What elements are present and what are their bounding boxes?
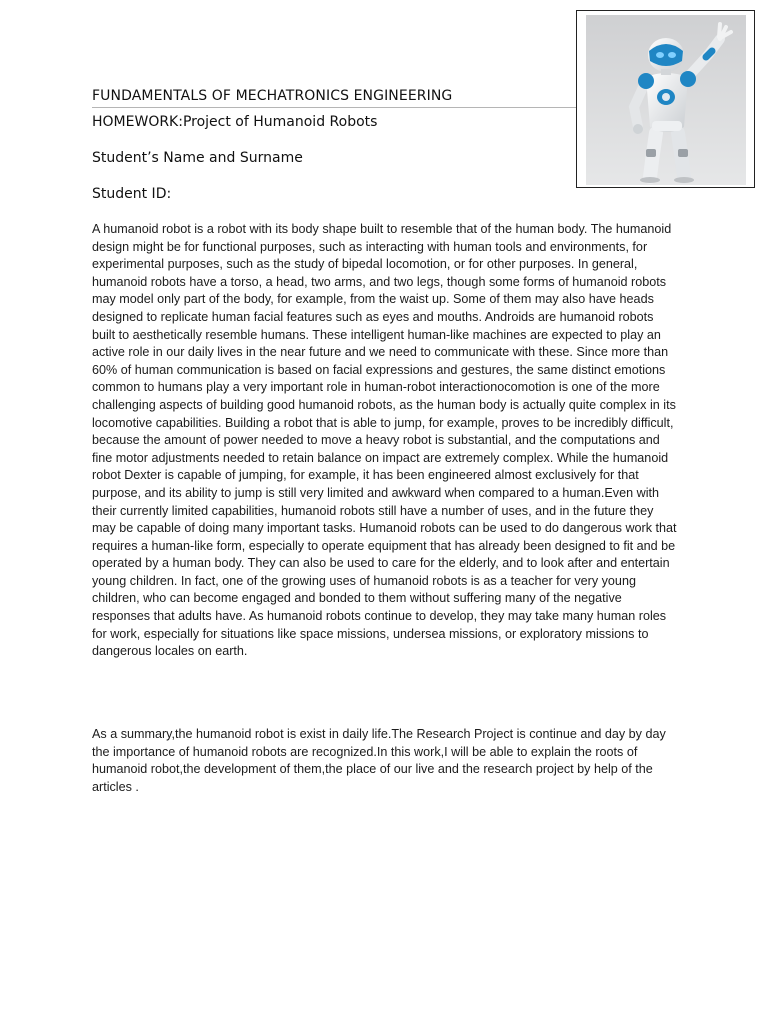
student-id-label: Student ID: [92, 186, 172, 202]
header-divider [92, 107, 578, 108]
humanoid-robot-photo-icon [586, 15, 746, 185]
summary-paragraph: As a summary,the humanoid robot is exist in daily life.The Research Project is continue and day by day the importance of humanoid robots are recognized.In this work,I will be able to explain the roots of humanoid robot,the development of them,the place of our live and the research project by help of the articles . [92, 727, 666, 794]
student-name-label: Student’s Name and Surname [92, 150, 303, 166]
robot-photo-frame [576, 10, 755, 188]
course-title: FUNDAMENTALS OF MECHATRONICS ENGINEERING [92, 88, 453, 104]
body-paragraph: A humanoid robot is a robot with its body shape built to resemble that of the human body. The humanoid design might be for functional purposes, such as interacting with human tools and environments, for experimental purposes, such as the study of bipedal locomotion, or for other purposes. In general, humanoid robots have a torso, a head, two arms, and two legs, though some forms of humanoid robots may model only part of the body, for example, from the waist up. Some of them may also have heads designed to replicate human facial features such as eyes and mouths. Androids are humanoid robots built to aesthetically resemble humans. These intelligent human-like machines are expected to play an active role in our daily lives in the near future and we need to communicate with these. Since more than 60% of human communication is based on facial expressions and gestures, the same distinct emotions common to humans play a very important role in human-robot interactionocomotion is one of the more challenging aspects of building good humanoid robots, as the human body is actually quite complex in its locomotive capabilities. Building a robot that is able to jump, for example, proves to be incredibly difficult, because the amount of power needed to move a heavy robot is substantial, and the computations and fine motor adjustments needed to retain balance on impact are extremely complex. While the humanoid robot Dexter is capable of jumping, for example, it has been engineered almost exclusively for that purpose, and its ability to jump is still very limited and awkward when compared to a human.Even with their currently limited capabilities, humanoid robots still have a number of uses, and in the future they may be capable of doing many important tasks. Humanoid robots can be used to do dangerous work that requires a human-like form, especially to operate equipment that has already been designed to fit and be operated by a human body. They can also be used to care for the elderly, and to look after and entertain young children. In fact, one of the growing uses of humanoid robots is as a teacher for very young children, who can become engaged and bonded to them without suffering many of the negative responses that adults have. As humanoid robots continue to develop, they may take many human roles for work, especially for situations like space missions, undersea missions, or exploratory missions to dangerous locales on earth. [92, 222, 677, 659]
homework-title: HOMEWORK:Project of Humanoid Robots [92, 114, 378, 130]
